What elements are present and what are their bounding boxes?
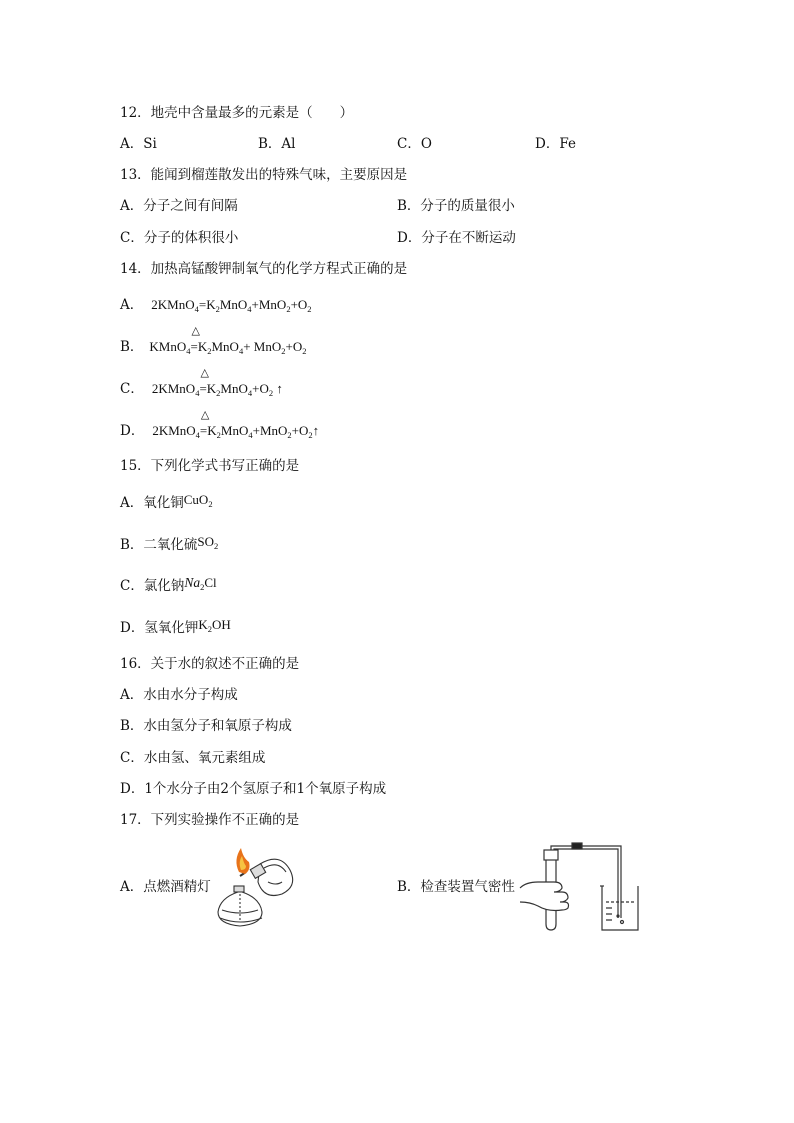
question-13-stem: 13．能闻到榴莲散发出的特殊气味，主要原因是 bbox=[120, 167, 408, 183]
hand bbox=[520, 882, 569, 911]
arrow-up-icon: ↑ bbox=[276, 381, 283, 396]
q16-option-b: B．水由氢分子和氧原子构成 bbox=[120, 718, 292, 734]
q12-option-a: A．Si bbox=[120, 136, 157, 152]
q12-option-c: C．O bbox=[397, 136, 432, 152]
q17-option-b: B．检查装置气密性 bbox=[397, 879, 515, 895]
question-17-stem: 17．下列实验操作不正确的是 bbox=[120, 812, 300, 828]
q14-option-c: C． 2KMnO$_4$ △ $=K_2MnO_4+O_2$ ↑ bbox=[120, 367, 283, 398]
q16-option-a: A．水由水分子构成 bbox=[120, 687, 238, 703]
q16-option-c: C．水由氢、氧元素组成 bbox=[120, 750, 266, 766]
q14-option-b: B． KMnO$_4$ △ $=K_2MnO_4+ MnO_2+O_2$ bbox=[120, 325, 307, 356]
question-15-stem: 15．下列化学式书写正确的是 bbox=[120, 458, 300, 474]
q15-option-d: D．氢氧化钾$K_2OH$ bbox=[120, 617, 231, 636]
q13-option-a: A．分子之间有间隔 bbox=[120, 198, 238, 214]
q13-option-d: D．分子在不断运动 bbox=[397, 230, 516, 246]
delta-icon: △ bbox=[191, 325, 200, 337]
question-16-stem: 16．关于水的叙述不正确的是 bbox=[120, 656, 300, 672]
q12-option-d: D．Fe bbox=[535, 136, 576, 152]
question-12-stem: 12．地壳中含量最多的元素是（ ） bbox=[120, 105, 354, 121]
arrow-up-icon: ↑ bbox=[312, 423, 320, 438]
q15-option-b: B．二氧化硫$SO_2$ bbox=[120, 534, 219, 553]
q15-option-a: A．氧化铜CuO$_2$ bbox=[120, 492, 213, 511]
delta-icon: △ bbox=[200, 409, 210, 421]
q16-option-d: D．1个水分子由2个氢原子和1个氧原子构成 bbox=[120, 781, 387, 797]
upright-alcohol-lamp bbox=[218, 886, 262, 926]
q15-option-c: C．氯化钠$Na_2Cl$ bbox=[120, 575, 217, 594]
q13-option-b: B．分子的质量很小 bbox=[397, 198, 515, 214]
q12-option-b: B．Al bbox=[258, 136, 296, 152]
airtightness-check-illustration bbox=[514, 838, 642, 938]
q14-option-d: D． 2KMnO$_4$ △ $=K_2MnO_4+MnO_2+O_2↑$ bbox=[120, 409, 320, 440]
question-14-stem: 14．加热高锰酸钾制氧气的化学方程式正确的是 bbox=[120, 261, 408, 277]
flame-icon bbox=[236, 848, 249, 874]
alcohol-lamp-lighting-illustration bbox=[212, 842, 302, 932]
delta-icon: △ bbox=[200, 367, 209, 379]
q17-option-a: A．点燃酒精灯 bbox=[120, 879, 211, 895]
q14-option-a: A． $2KMnO_4=K_2MnO_4+MnO_2+O_2$ bbox=[120, 297, 312, 314]
q13-option-c: C．分子的体积很小 bbox=[120, 230, 239, 246]
